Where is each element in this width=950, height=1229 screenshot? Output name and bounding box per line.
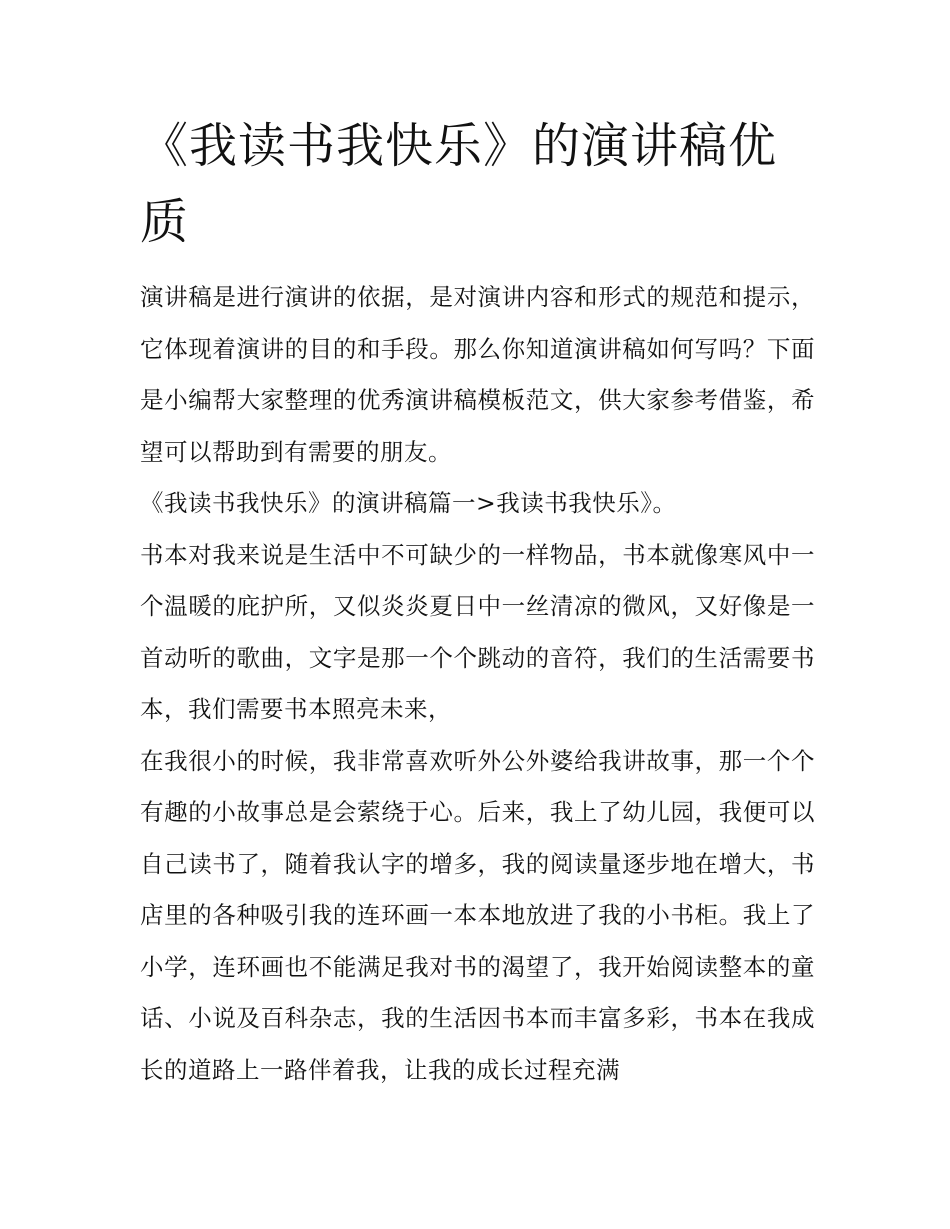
paragraph-body-1: 书本对我来说是生活中不可缺少的一样物品，书本就像寒风中一个温暖的庇护所，又似炎炎夏日中一丝清凉的微风，又好像是一首动听的歌曲，文字是那一个个跳动的音符，我们的生活需要书本，我们需要书本照亮未来，: [140, 540, 815, 723]
paragraph-body-2: 在我很小的时候，我非常喜欢听外公外婆给我讲故事，那一个个有趣的小故事总是会萦绕于心。后来，我上了幼儿园，我便可以自己读书了，随着我认字的增多，我的阅读量逐步地在增大，书店里的各种吸引我的连环画一本本地放进了我的小书柜。我上了小学，连环画也不能满足我对书的渴望了，我开始阅读整本的童话、小说及百科杂志，我的生活因书本而丰富多彩，书本在我成长的道路上一路伴着我，让我的成长过程充满: [140, 746, 815, 1084]
document-body: [140, 108, 815, 1096]
paragraph-section-heading: 《我读书我快乐》的演讲稿篇一>我读书我快乐》。: [140, 489, 677, 517]
paragraph-intro: 演讲稿是进行演讲的依据，是对演讲内容和形式的规范和提示，它体现着演讲的目的和手段。那么你知道演讲稿如何写吗？下面是小编帮大家整理的优秀演讲稿模板范文，供大家参考借鉴，希望可以帮助到有需要的朋友。: [140, 283, 815, 466]
document-title: 《我读书我快乐》的演讲稿优质: [140, 118, 778, 250]
